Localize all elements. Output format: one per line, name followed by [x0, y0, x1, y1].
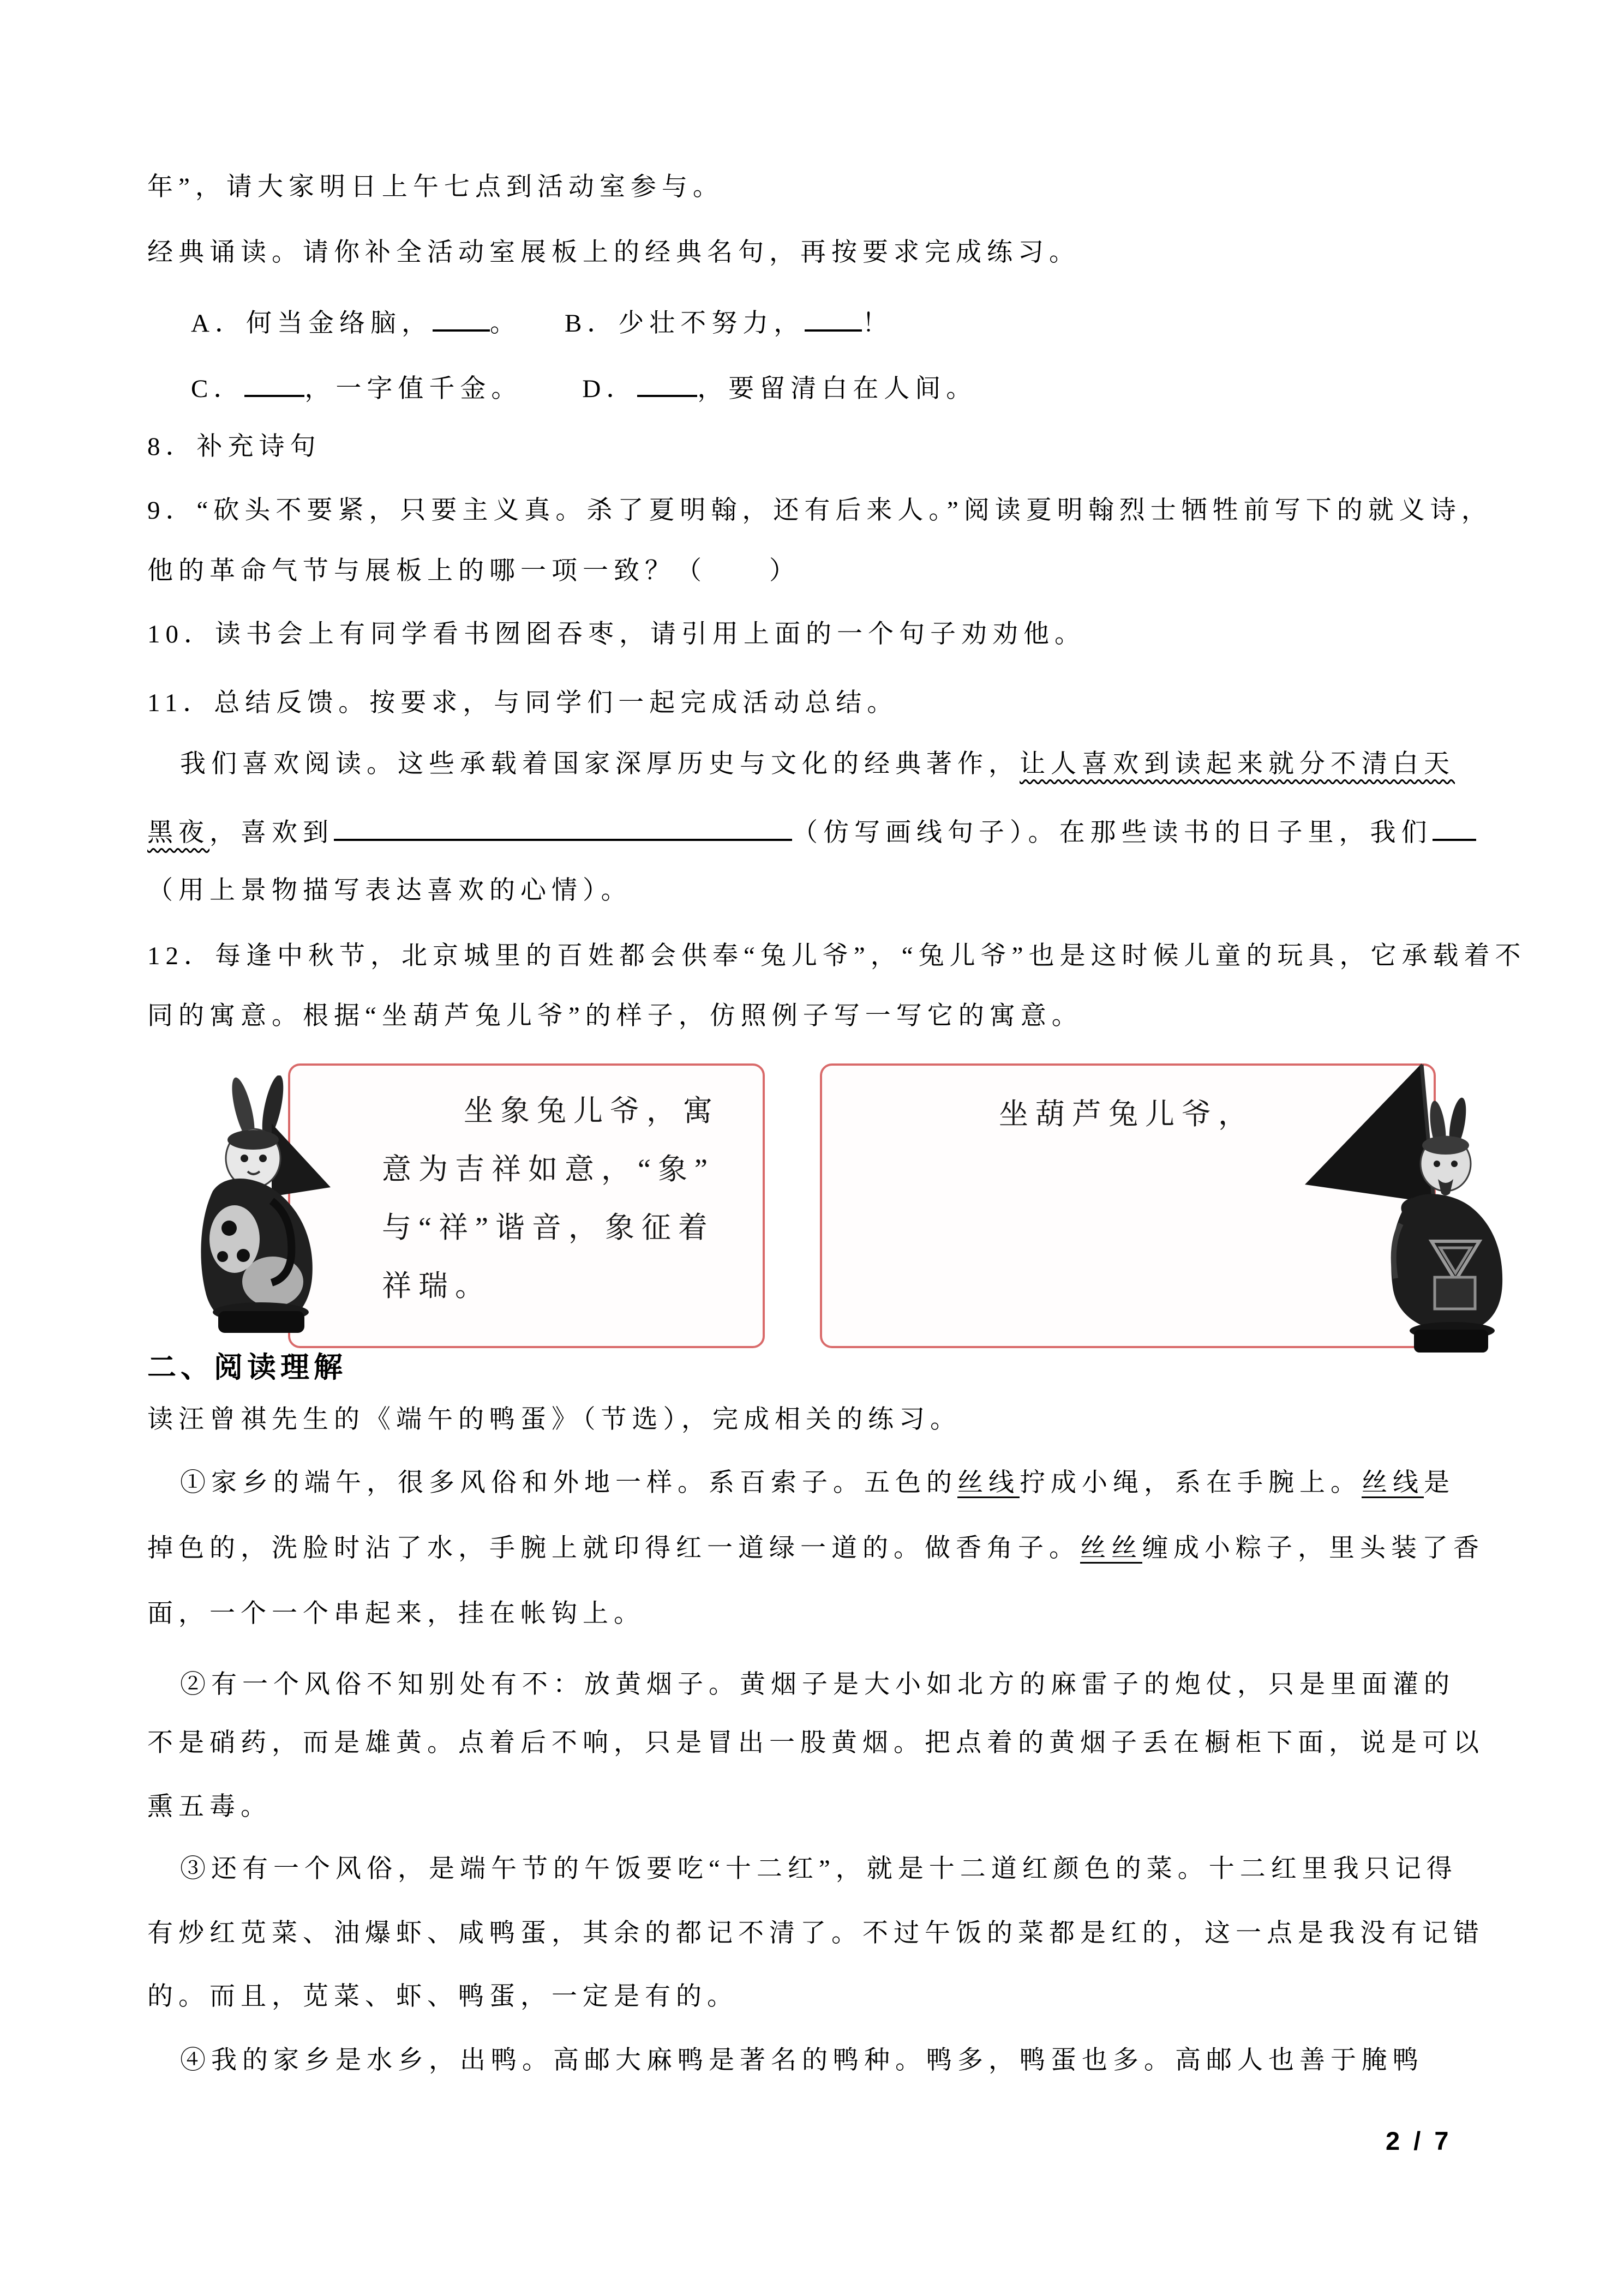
- caption-line: 坐象兔儿爷，寓: [464, 1095, 720, 1127]
- text-segment: 8．补充诗句: [147, 432, 321, 461]
- answer-blank: [334, 813, 792, 841]
- text-line: [180, 1668, 1455, 1702]
- text-segment: （用上景物描写表达喜欢的心情）。: [147, 876, 632, 905]
- text-line: [147, 686, 898, 720]
- text-segment: 让人喜欢到读起来就分不清白天: [1020, 750, 1455, 778]
- text-segment: 丝丝: [1080, 1534, 1142, 1562]
- text-line: [147, 236, 1080, 269]
- text-segment: ④我的家乡是水乡，出鸭。高邮大麻鸭是著名的鸭种。鸭多，鸭蛋也多。高邮人也善于腌鸭: [180, 2046, 1424, 2075]
- text-line: [147, 1531, 1484, 1565]
- text-line: [147, 430, 321, 464]
- text-segment: ，一字值千金。: [304, 375, 523, 403]
- text-line: [180, 1852, 1458, 1886]
- text-segment: 同的寓意。根据“坐葫芦兔儿爷”的样子，仿照例子写一写它的寓意。: [147, 1002, 1083, 1030]
- example-caption-text: [382, 1082, 753, 1315]
- text-line: [147, 939, 1526, 973]
- text-segment: ③还有一个风俗，是端午节的午饭要吃“十二红”，就是十二道红颜色的菜。十二红里我只记得: [180, 1855, 1458, 1883]
- text-line: [147, 999, 1083, 1033]
- text-segment: 10．读书会上有同学看书囫囵吞枣，请引用上面的一个句子劝劝他。: [147, 620, 1086, 648]
- text-segment: B．少壮不努力，: [564, 309, 805, 338]
- text-line: [147, 1790, 272, 1824]
- text-segment: ②有一个风俗不知别处有不：放黄烟子。黄烟子是大小如北方的麻雷子的炮仗，只是里面灌的: [180, 1670, 1455, 1699]
- text-segment: 12．每逢中秋节，北京城里的百姓都会供奉“兔儿爷”，“兔儿爷”也是这时候儿童的玩具，它承载着不: [147, 942, 1526, 970]
- text-line: [147, 1403, 961, 1436]
- text-line: [147, 494, 1493, 527]
- text-segment: ，要留清白在人间。: [697, 375, 978, 403]
- text-line: [147, 1726, 1484, 1760]
- text-line: [191, 369, 977, 406]
- text-segment: 面，一个一个串起来，挂在帐钩上。: [147, 1600, 645, 1628]
- text-segment: ！: [862, 309, 894, 338]
- text-segment: 拧成小绳，系在手腕上。: [1020, 1469, 1362, 1497]
- text-segment: 不是硝药，而是雄黄。点着后不响，只是冒出一股黄烟。把点着的黄烟子丢在橱柜下面，说是可以: [147, 1729, 1484, 1757]
- answer-blank: [433, 303, 490, 332]
- text-segment: 掉色的，洗脸时沾了水，手腕上就印得红一道绿一道的。做香角子。: [147, 1534, 1080, 1562]
- text-line: [147, 170, 724, 204]
- caption-line: 与“祥”谐音，象征着: [382, 1211, 715, 1244]
- text-segment: C．: [191, 375, 245, 403]
- caption-line: 意为吉祥如意，“象”: [382, 1153, 715, 1186]
- answer-blank: [805, 303, 862, 332]
- text-segment: （仿写画线句子）。在那些读书的日子里，我们: [792, 819, 1433, 847]
- text-line: [147, 554, 800, 588]
- text-segment: 丝线: [957, 1469, 1020, 1497]
- answer-blank: [637, 369, 697, 397]
- text-segment: D．: [582, 375, 638, 403]
- text-segment: 缠成小粽子，里头装了香: [1142, 1534, 1484, 1562]
- text-line: [147, 1597, 645, 1631]
- text-segment: ①家乡的端午，很多风俗和外地一样。系百索子。五色的: [180, 1469, 957, 1497]
- text-line: [180, 2043, 1424, 2077]
- text-segment: 是: [1424, 1469, 1455, 1497]
- text-segment: 11．总结反馈。按要求，与同学们一起完成活动总结。: [147, 689, 898, 717]
- text-line: [147, 874, 632, 907]
- spacer: [521, 326, 565, 332]
- page-number: 2 / 7: [1386, 2126, 1452, 2155]
- text-line: [180, 747, 1455, 781]
- text-segment: 我们喜欢阅读。这些承载着国家深厚历史与文化的经典著作，: [180, 750, 1020, 778]
- answer-blank: [1433, 813, 1476, 841]
- text-segment: 年”，请大家明日上午七点到活动室参与。: [147, 173, 724, 201]
- text-segment: 黑夜: [147, 819, 209, 847]
- spacer: [522, 392, 582, 397]
- text-segment: 他的革命气节与展板上的哪一项一致？（ ）: [147, 557, 800, 585]
- text-segment: 9．“砍头不要紧，只要主义真。杀了夏明翰，还有后来人。”阅读夏明翰烈士牺牲前写下的就义诗，: [147, 496, 1493, 525]
- text-segment: 经典诵读。请你补全活动室展板上的经典名句，再按要求完成练习。: [147, 238, 1080, 267]
- text-segment: 有炒红苋菜、油爆虾、咸鸭蛋，其余的都记不清了。不过午饭的菜都是红的，这一点是我没有记错: [147, 1919, 1484, 1948]
- text-line: [147, 1916, 1484, 1950]
- text-segment: 丝线: [1362, 1469, 1424, 1497]
- text-segment: 熏五毒。: [147, 1793, 272, 1821]
- rabbit-figurine-right-image: [1297, 1060, 1523, 1355]
- text-segment: 。: [489, 309, 521, 338]
- text-segment: 二、阅读理解: [147, 1351, 347, 1384]
- text-line: [147, 813, 1476, 850]
- section-heading: [147, 1351, 347, 1385]
- text-segment: ，喜欢到: [209, 819, 334, 847]
- text-line: [191, 303, 893, 340]
- text-segment: 的。而且，苋菜、虾、鸭蛋，一定是有的。: [147, 1982, 738, 2011]
- rabbit-figurine-left-image: [190, 1075, 378, 1340]
- answer-blank: [244, 369, 304, 397]
- caption-line: 祥瑞。: [382, 1270, 492, 1302]
- text-segment: A．何当金络脑，: [191, 309, 433, 338]
- caption-line: 坐葫芦兔儿爷，: [999, 1098, 1255, 1131]
- text-line: [147, 1980, 738, 2013]
- text-line: [180, 1466, 1455, 1500]
- text-segment: 读汪曾祺先生的《端午的鸭蛋》（节选），完成相关的练习。: [147, 1405, 961, 1434]
- text-line: [147, 617, 1086, 651]
